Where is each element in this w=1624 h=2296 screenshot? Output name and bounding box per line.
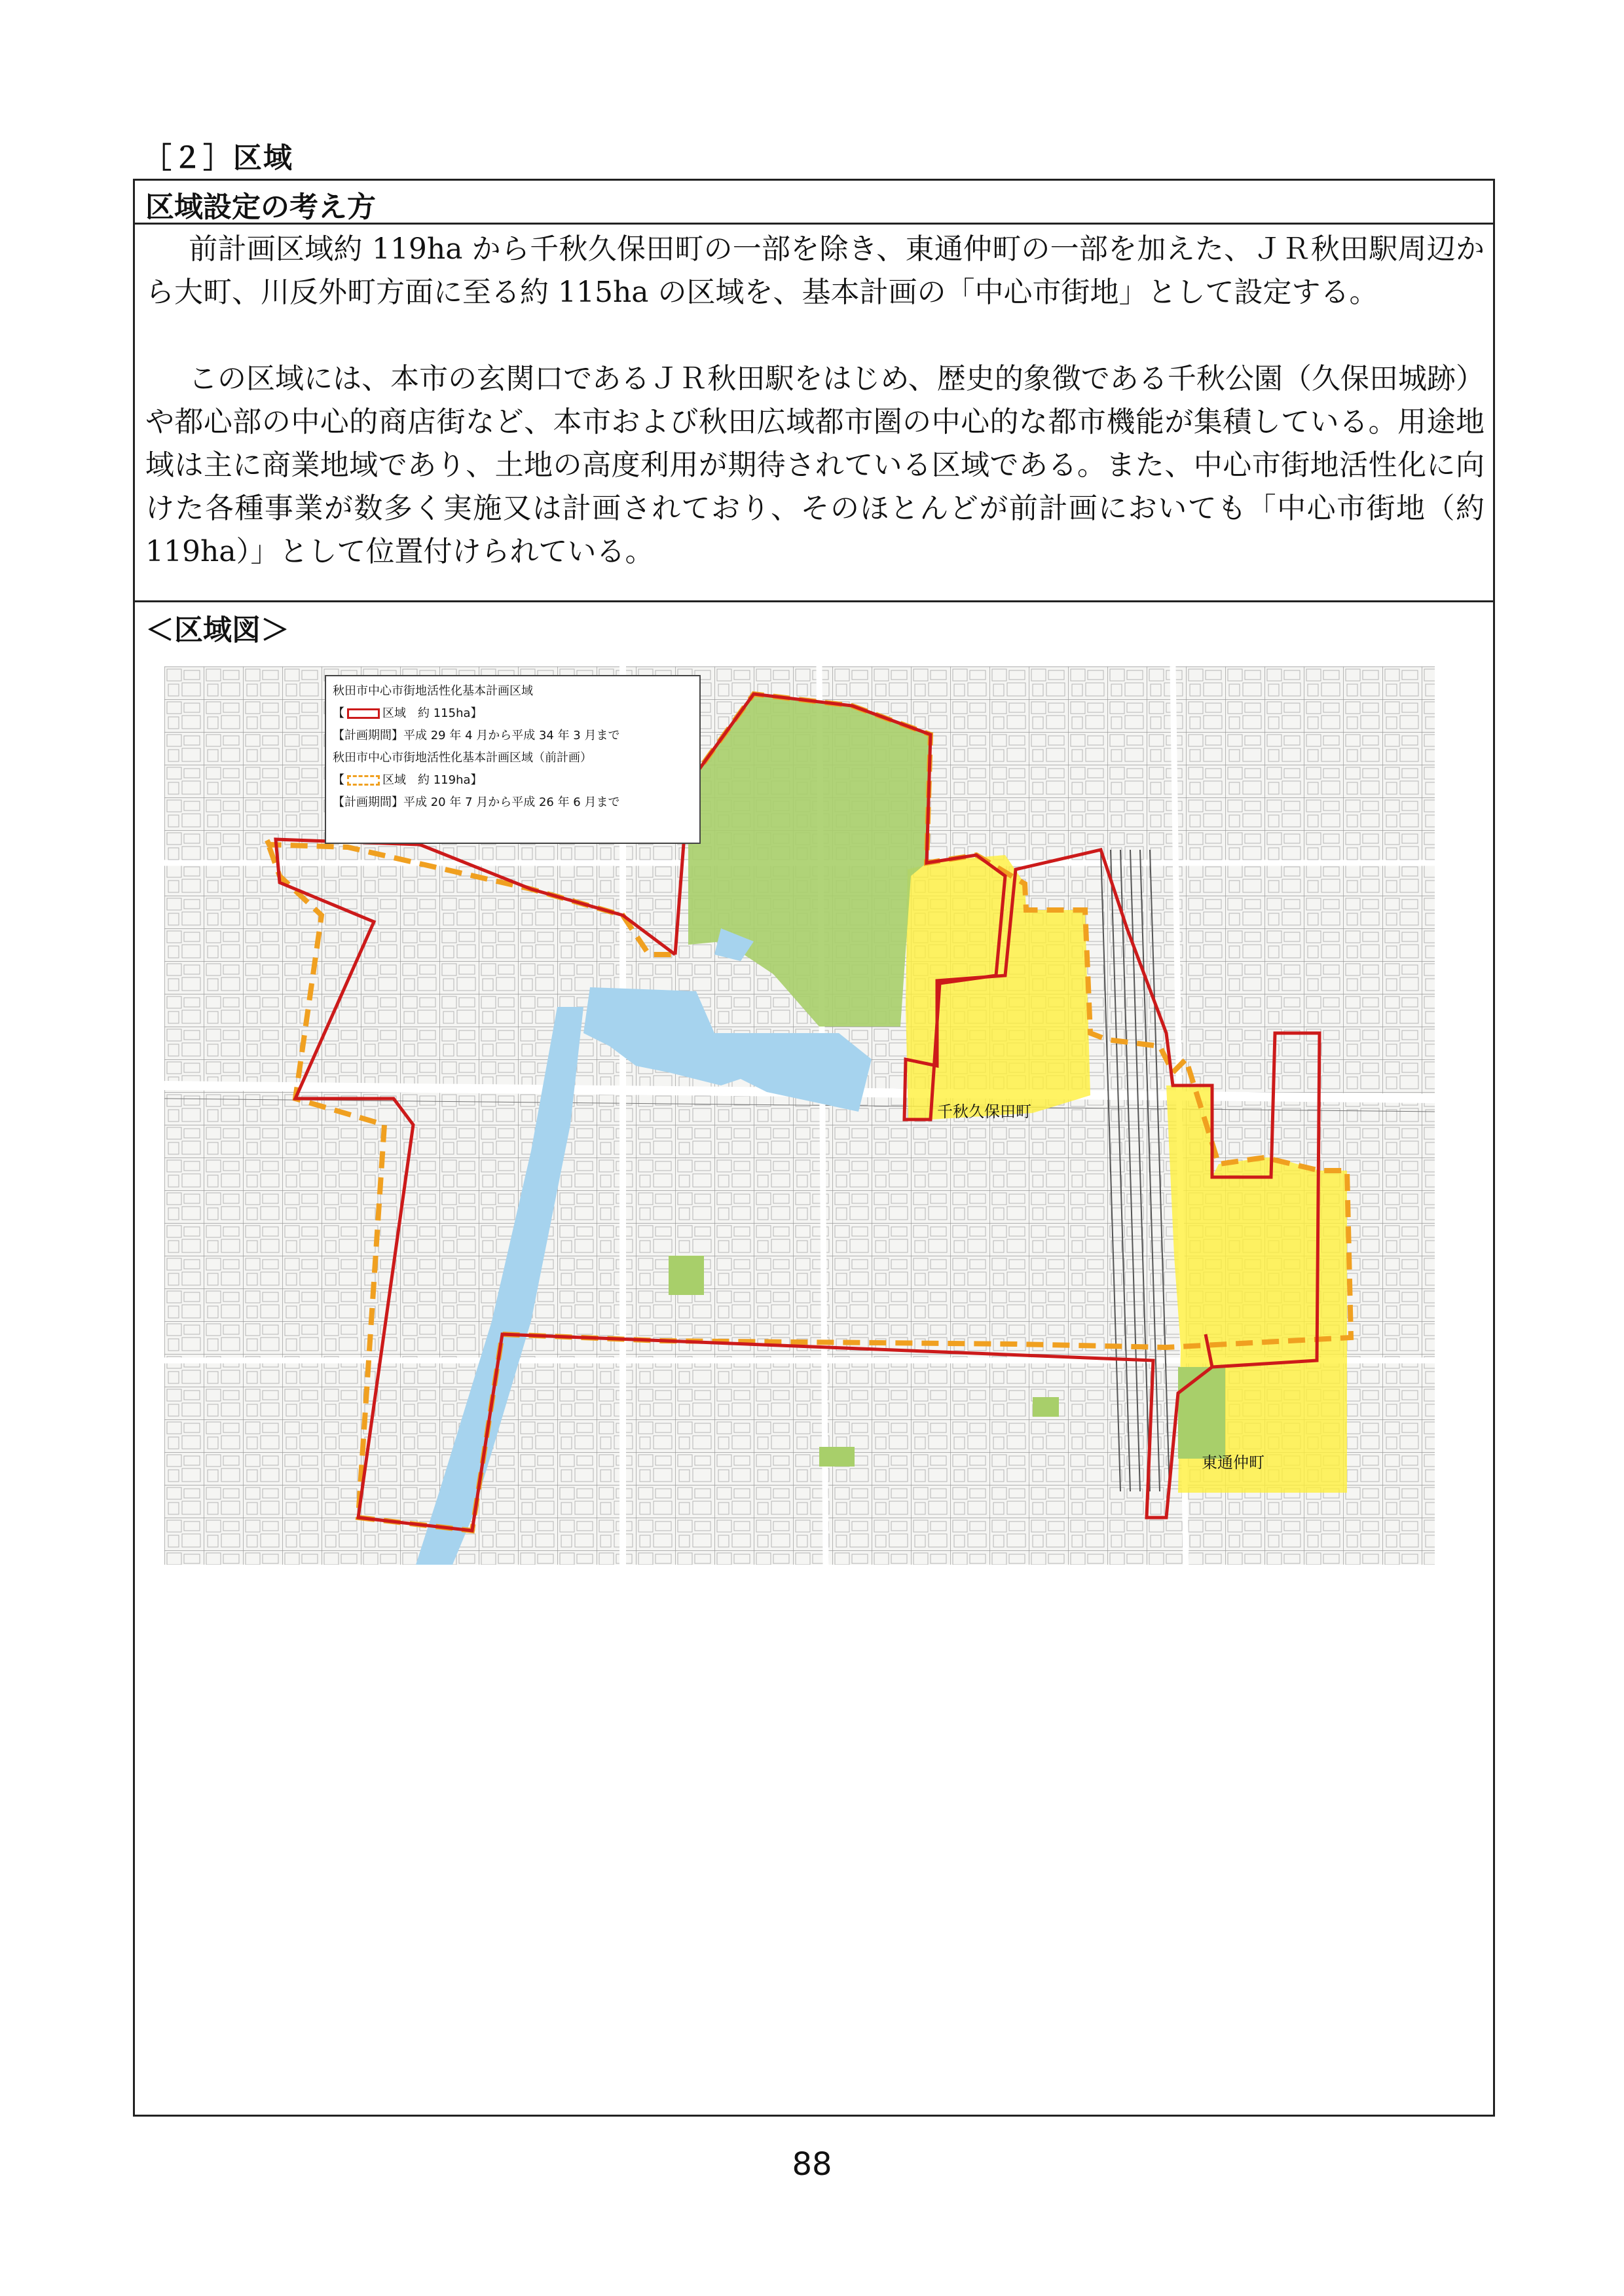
concept-paragraph-2: この区域には、本市の玄関口であるＪＲ秋田駅をはじめ、歴史的象徴である千秋公園（久保田城跡）や都心部の中心的商店街など、本市および秋田広域都市圏の中心的な都市機能が集積している。用途地域は主に商業地域であり、土地の高度利用が期待されている区域である。また、中心市街地活性化に向けた各種事業が数多く実施又は計画されており、そのほとんどが前計画においても「中心市街地（約 119ha）」として位置付けられている。 (145, 362, 1485, 568)
section-heading: ［２］区域 (143, 141, 293, 175)
green-space (669, 1256, 704, 1295)
map-legend (325, 675, 701, 844)
green-space (1033, 1397, 1059, 1417)
concept-heading: 区域設定の考え方 (145, 191, 376, 224)
legend-previous-area: 【 区域 約 119ha】 (333, 773, 483, 787)
legend-swatch-current (347, 708, 380, 719)
legend-title-current: 秋田市中心市街地活性化基本計画区域 (333, 684, 533, 698)
legend-swatch-previous (347, 775, 380, 786)
map-heading: ＜区域図＞ (145, 613, 289, 647)
legend-current-period: 【計画期間】平成 29 年 4 月から平成 34 年 3 月まで (333, 729, 620, 742)
legend-current-area: 【 区域 約 115ha】 (333, 706, 483, 720)
content-table (133, 179, 1495, 2117)
row-divider (135, 600, 1493, 602)
legend-previous-period: 【計画期間】平成 20 年 7 月から平成 26 年 6 月まで (333, 795, 620, 809)
concept-paragraph-1: 前計画区域約 119ha から千秋久保田町の一部を除き、東通仲町の一部を加えた、ＪＲ秋田駅周辺から大町、川反外町方面に至る約 115ha の区域を、基本計画の「中心市街地」として設定する。 (145, 232, 1485, 309)
legend-title-previous: 秋田市中心市街地活性化基本計画区域（前計画） (333, 751, 592, 765)
area-map (164, 666, 1435, 1565)
label-senshu-kubota: 千秋久保田町 (937, 1102, 1031, 1121)
label-higashi-dori-naka: 東通仲町 (1202, 1453, 1264, 1472)
page-number: 88 (792, 2146, 832, 2183)
row-divider (135, 223, 1493, 225)
park-small (1178, 1367, 1225, 1459)
green-space (819, 1447, 855, 1467)
